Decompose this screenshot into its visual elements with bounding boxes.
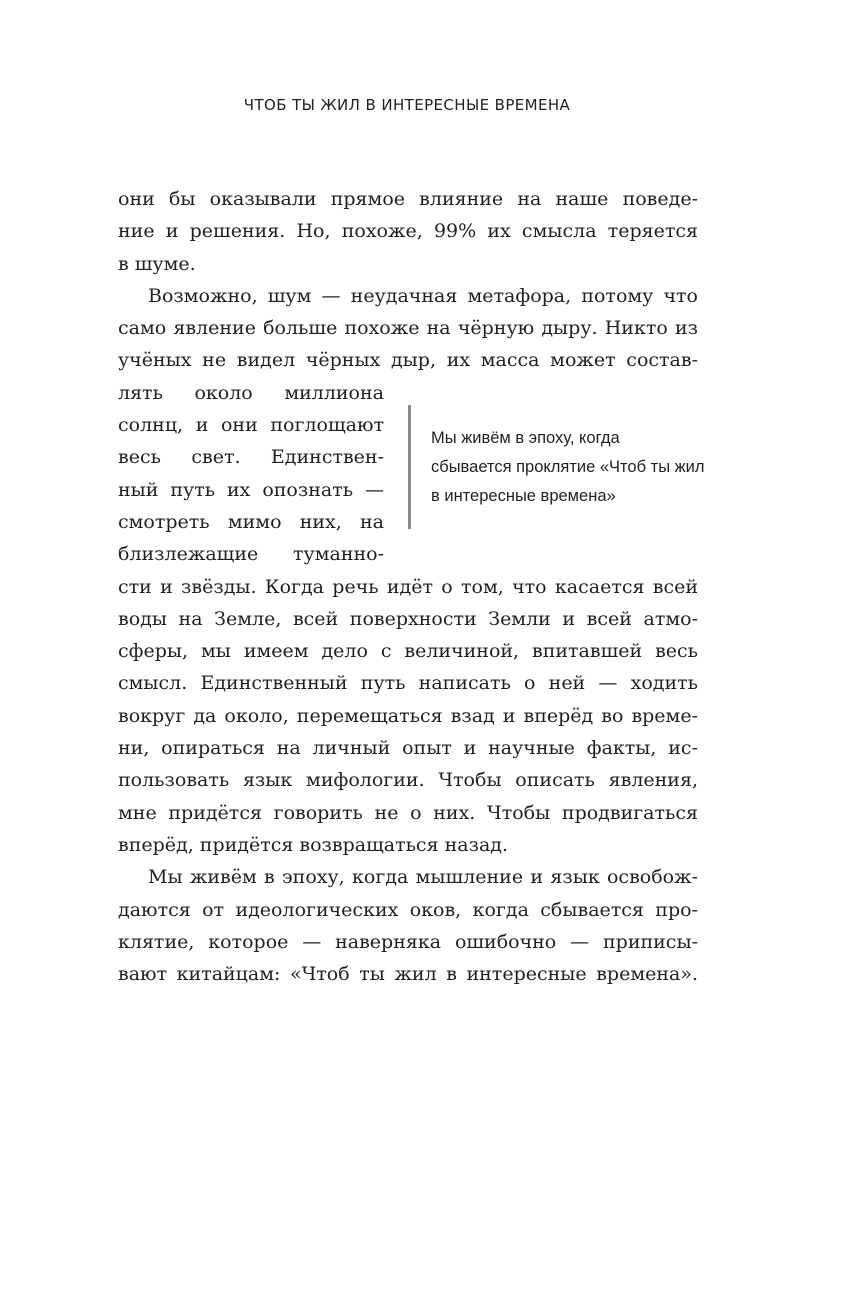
text-line: весь свет. Единствен-: [118, 446, 384, 469]
text-line: само явление больше похоже на чёрную дыру. Никто из: [118, 317, 698, 340]
text-line: сти и звёзды. Когда речь идёт о том, что касается всей: [118, 575, 698, 598]
paragraph-3: [118, 861, 698, 990]
pull-quote: [408, 405, 708, 529]
text-line: ние и решения. Но, похоже, 99% их смысла теряется: [118, 220, 698, 243]
text-line: клятие, которое — наверняка ошибочно — приписы-: [118, 930, 698, 953]
text-line: ный путь их опознать —: [118, 478, 384, 501]
running-header: ЧТОБ ТЫ ЖИЛ В ИНТЕРЕСНЫЕ ВРЕМЕНА: [243, 96, 571, 114]
pull-quote-line: Мы живём в эпоху, когда: [431, 429, 620, 447]
text-line: сферы, мы имеем дело с величиной, впитавшей весь: [118, 640, 698, 663]
text-line: солнц, и они поглощают: [118, 414, 384, 437]
text-line: лять около миллиона: [118, 381, 384, 404]
text-line: Мы живём в эпоху, когда мышление и язык освобож-: [148, 866, 698, 889]
pull-quote-line: в интересные времена»: [431, 487, 616, 505]
text-line: пользовать язык мифологии. Чтобы описать явления,: [118, 769, 698, 792]
text-line: они бы оказывали прямое влияние на наше поведе-: [118, 188, 698, 210]
body-text: [118, 183, 698, 990]
text-line: учёных не видел чёрных дыр, их масса может состав-: [118, 349, 698, 372]
text-line: смотреть мимо них, на: [118, 510, 384, 533]
text-line: вокруг да около, перемещаться взад и вперёд во време-: [118, 704, 698, 727]
text-line: мне придётся говорить не о них. Чтобы продвигаться: [118, 801, 698, 824]
text-line: смысл. Единственный путь написать о ней — ходить: [118, 672, 698, 695]
text-line: воды на Земле, всей поверхности Земли и всей атмо-: [118, 607, 698, 630]
text-line: вперёд, придётся возвращаться назад.: [118, 833, 509, 856]
text-line: вают китайцам: «Чтоб ты жил в интересные времена».: [118, 963, 698, 986]
text-line: ни, опираться на личный опыт и научные факты, ис-: [118, 737, 698, 760]
text-line: Возможно, шум — неудачная метафора, потому что: [148, 284, 698, 307]
text-line: в шуме.: [118, 252, 196, 275]
paragraph-2: [118, 280, 698, 861]
pull-quote-line: сбывается проклятие «Чтоб ты жил: [431, 458, 705, 476]
paragraph-1: [118, 183, 698, 280]
text-line: даются от идеологических оков, когда сбывается про-: [118, 898, 698, 921]
text-line: близлежащие туманно-: [118, 543, 384, 566]
